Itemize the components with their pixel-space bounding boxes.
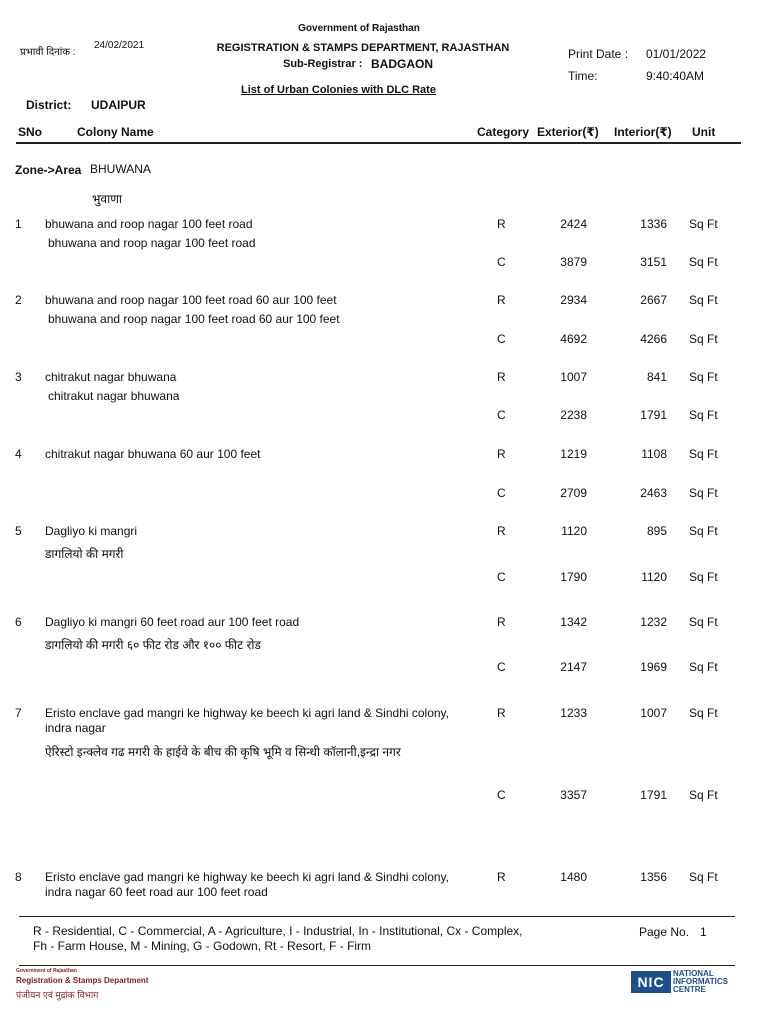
row-unit: Sq Ft: [689, 870, 718, 884]
row-sno: 8: [15, 870, 22, 884]
row-unit: Sq Ft: [689, 486, 718, 500]
page-label: Page No.: [639, 925, 690, 939]
row-interior: 1007: [640, 706, 667, 720]
row-sno: 2: [15, 293, 22, 307]
row-exterior: 2238: [560, 408, 587, 422]
row-exterior: 1219: [560, 447, 587, 461]
row-interior: 1108: [641, 447, 667, 461]
row-colony-name: Eristo enclave gad mangri ke highway ke beech ki agri land & Sindhi colony, indra nagar 60 feet road aur 100 feet road: [45, 870, 450, 899]
col-interior: Interior(₹): [614, 125, 672, 139]
row-sno: 6: [15, 615, 22, 629]
row-colony-alt: chitrakut nagar bhuwana: [48, 389, 180, 403]
row-colony-name: Eristo enclave gad mangri ke highway ke beech ki agri land & Sindhi colony, indra nagar: [45, 706, 450, 735]
dept-title: REGISTRATION & STAMPS DEPARTMENT, RAJASTHAN: [216, 42, 510, 54]
row-interior: 1791: [640, 788, 667, 802]
row-exterior: 4692: [560, 332, 587, 346]
row-exterior: 2424: [560, 217, 587, 231]
row-exterior: 2934: [560, 293, 587, 307]
subregistrar-value: BADGAON: [371, 57, 433, 71]
row-unit: Sq Ft: [689, 615, 718, 629]
row-category: R: [497, 447, 506, 461]
brand-top: Government of Rajasthan: [16, 968, 77, 974]
nic-mark-icon: NIC: [631, 971, 671, 993]
row-colony-name: Dagliyo ki mangri 60 feet road aur 100 feet road: [45, 615, 300, 629]
row-category: C: [497, 486, 506, 500]
row-interior: 841: [646, 370, 667, 384]
row-unit: Sq Ft: [689, 788, 718, 802]
page-number: 1: [700, 925, 707, 939]
row-category: R: [497, 870, 506, 884]
row-unit: Sq Ft: [689, 370, 718, 384]
district-label: District:: [26, 98, 72, 112]
row-unit: Sq Ft: [689, 255, 718, 269]
row-interior: 1969: [640, 660, 667, 674]
row-interior: 1336: [640, 217, 667, 231]
col-colony-name: Colony Name: [77, 125, 154, 139]
row-interior: 1791: [640, 408, 667, 422]
col-category: Category: [477, 125, 530, 139]
row-interior: 2463: [640, 486, 667, 500]
row-colony-alt: डागलियो की मगरी ६० फीट रोड और १०० फीट रोड: [45, 638, 261, 652]
gov-title: Government of Rajasthan: [298, 23, 420, 34]
time-label: Time:: [568, 69, 598, 83]
row-unit: Sq Ft: [689, 293, 718, 307]
brand-main: Registration & Stamps Department: [16, 976, 149, 985]
row-sno: 4: [15, 447, 22, 461]
row-unit: Sq Ft: [689, 408, 718, 422]
row-exterior: 1342: [560, 615, 587, 629]
zone-name-hindi: भुवाणा: [92, 192, 123, 206]
row-colony-name: chitrakut nagar bhuwana: [45, 370, 177, 384]
row-interior: 1232: [640, 615, 667, 629]
legend-line-1: R - Residential, C - Commercial, A - Agriculture, I - Industrial, In - Institutional, Cx - Complex,: [33, 924, 523, 938]
print-date-label: Print Date :: [568, 47, 629, 61]
row-interior: 1356: [640, 870, 667, 884]
row-interior: 4266: [640, 332, 667, 346]
row-category: C: [497, 660, 506, 674]
row-colony-name: bhuwana and roop nagar 100 feet road: [45, 217, 253, 231]
print-date: 01/01/2022: [646, 47, 707, 61]
row-category: C: [497, 788, 506, 802]
row-category: R: [497, 706, 506, 720]
nic-line-1: NATIONAL: [673, 969, 714, 978]
row-sno: 3: [15, 370, 22, 384]
row-sno: 7: [15, 706, 22, 720]
nic-line-2: INFORMATICS: [673, 977, 728, 986]
row-exterior: 2147: [560, 660, 587, 674]
row-exterior: 3357: [560, 788, 587, 802]
row-colony-alt: bhuwana and roop nagar 100 feet road 60 aur 100 feet: [48, 312, 340, 326]
row-unit: Sq Ft: [689, 570, 718, 584]
time-value: 9:40:40AM: [646, 69, 705, 83]
row-colony-alt: ऐरिस्टो इन्क्लेव गढ मगरी के हाईवे के बीच की कृषि भूमि व सिन्धी कॉलानी,इन्द्रा नगर: [45, 745, 401, 759]
legend-line-2: Fh - Farm House, M - Mining, G - Godown, Rt - Resort, F - Firm: [33, 939, 372, 953]
col-exterior: Exterior(₹): [537, 125, 599, 139]
header-divider: [16, 142, 741, 144]
effective-date: 24/02/2021: [94, 40, 145, 51]
row-category: R: [497, 524, 506, 538]
row-exterior: 1480: [560, 870, 587, 884]
row-interior: 2667: [640, 293, 667, 307]
list-title: List of Urban Colonies with DLC Rate: [241, 84, 436, 96]
zone-label: Zone->Area: [15, 163, 82, 177]
row-unit: Sq Ft: [689, 706, 718, 720]
row-category: R: [497, 615, 506, 629]
row-unit: Sq Ft: [689, 332, 718, 346]
row-unit: Sq Ft: [689, 447, 718, 461]
row-sno: 1: [15, 217, 22, 231]
row-colony-alt: bhuwana and roop nagar 100 feet road: [48, 236, 256, 250]
row-unit: Sq Ft: [689, 524, 718, 538]
row-colony-name: chitrakut nagar bhuwana 60 aur 100 feet: [45, 447, 261, 461]
row-exterior: 3879: [560, 255, 587, 269]
row-exterior: 1233: [560, 706, 587, 720]
brand-hindi: पंजीयन एवं मुद्रांक विभाग: [16, 990, 99, 1000]
row-category: C: [497, 332, 506, 346]
footer-divider-top: [19, 916, 735, 917]
footer-divider-bottom: [19, 965, 735, 966]
row-category: C: [497, 408, 506, 422]
row-category: C: [497, 255, 506, 269]
row-interior: 1120: [641, 570, 667, 584]
row-category: R: [497, 217, 506, 231]
row-category: R: [497, 370, 506, 384]
col-unit: Unit: [692, 125, 716, 139]
zone-name: BHUWANA: [90, 162, 151, 176]
row-interior: 895: [646, 524, 667, 538]
row-category: C: [497, 570, 506, 584]
effective-date-label: प्रभावी दिनांक :: [20, 47, 76, 58]
row-sno: 5: [15, 524, 22, 538]
subregistrar-label: Sub-Registrar :: [283, 58, 363, 70]
row-unit: Sq Ft: [689, 217, 718, 231]
row-category: R: [497, 293, 506, 307]
nic-line-3: CENTRE: [673, 985, 706, 994]
district-value: UDAIPUR: [91, 98, 146, 112]
row-colony-name: bhuwana and roop nagar 100 feet road 60 aur 100 feet: [45, 293, 337, 307]
row-exterior: 1120: [561, 524, 587, 538]
row-interior: 3151: [640, 255, 667, 269]
row-exterior: 1007: [560, 370, 587, 384]
row-colony-alt: डागलियो की मगरी: [45, 547, 124, 561]
row-colony-name: Dagliyo ki mangri: [45, 524, 138, 538]
row-unit: Sq Ft: [689, 660, 718, 674]
col-sno: SNo: [18, 125, 42, 139]
row-exterior: 2709: [560, 486, 587, 500]
row-exterior: 1790: [560, 570, 587, 584]
